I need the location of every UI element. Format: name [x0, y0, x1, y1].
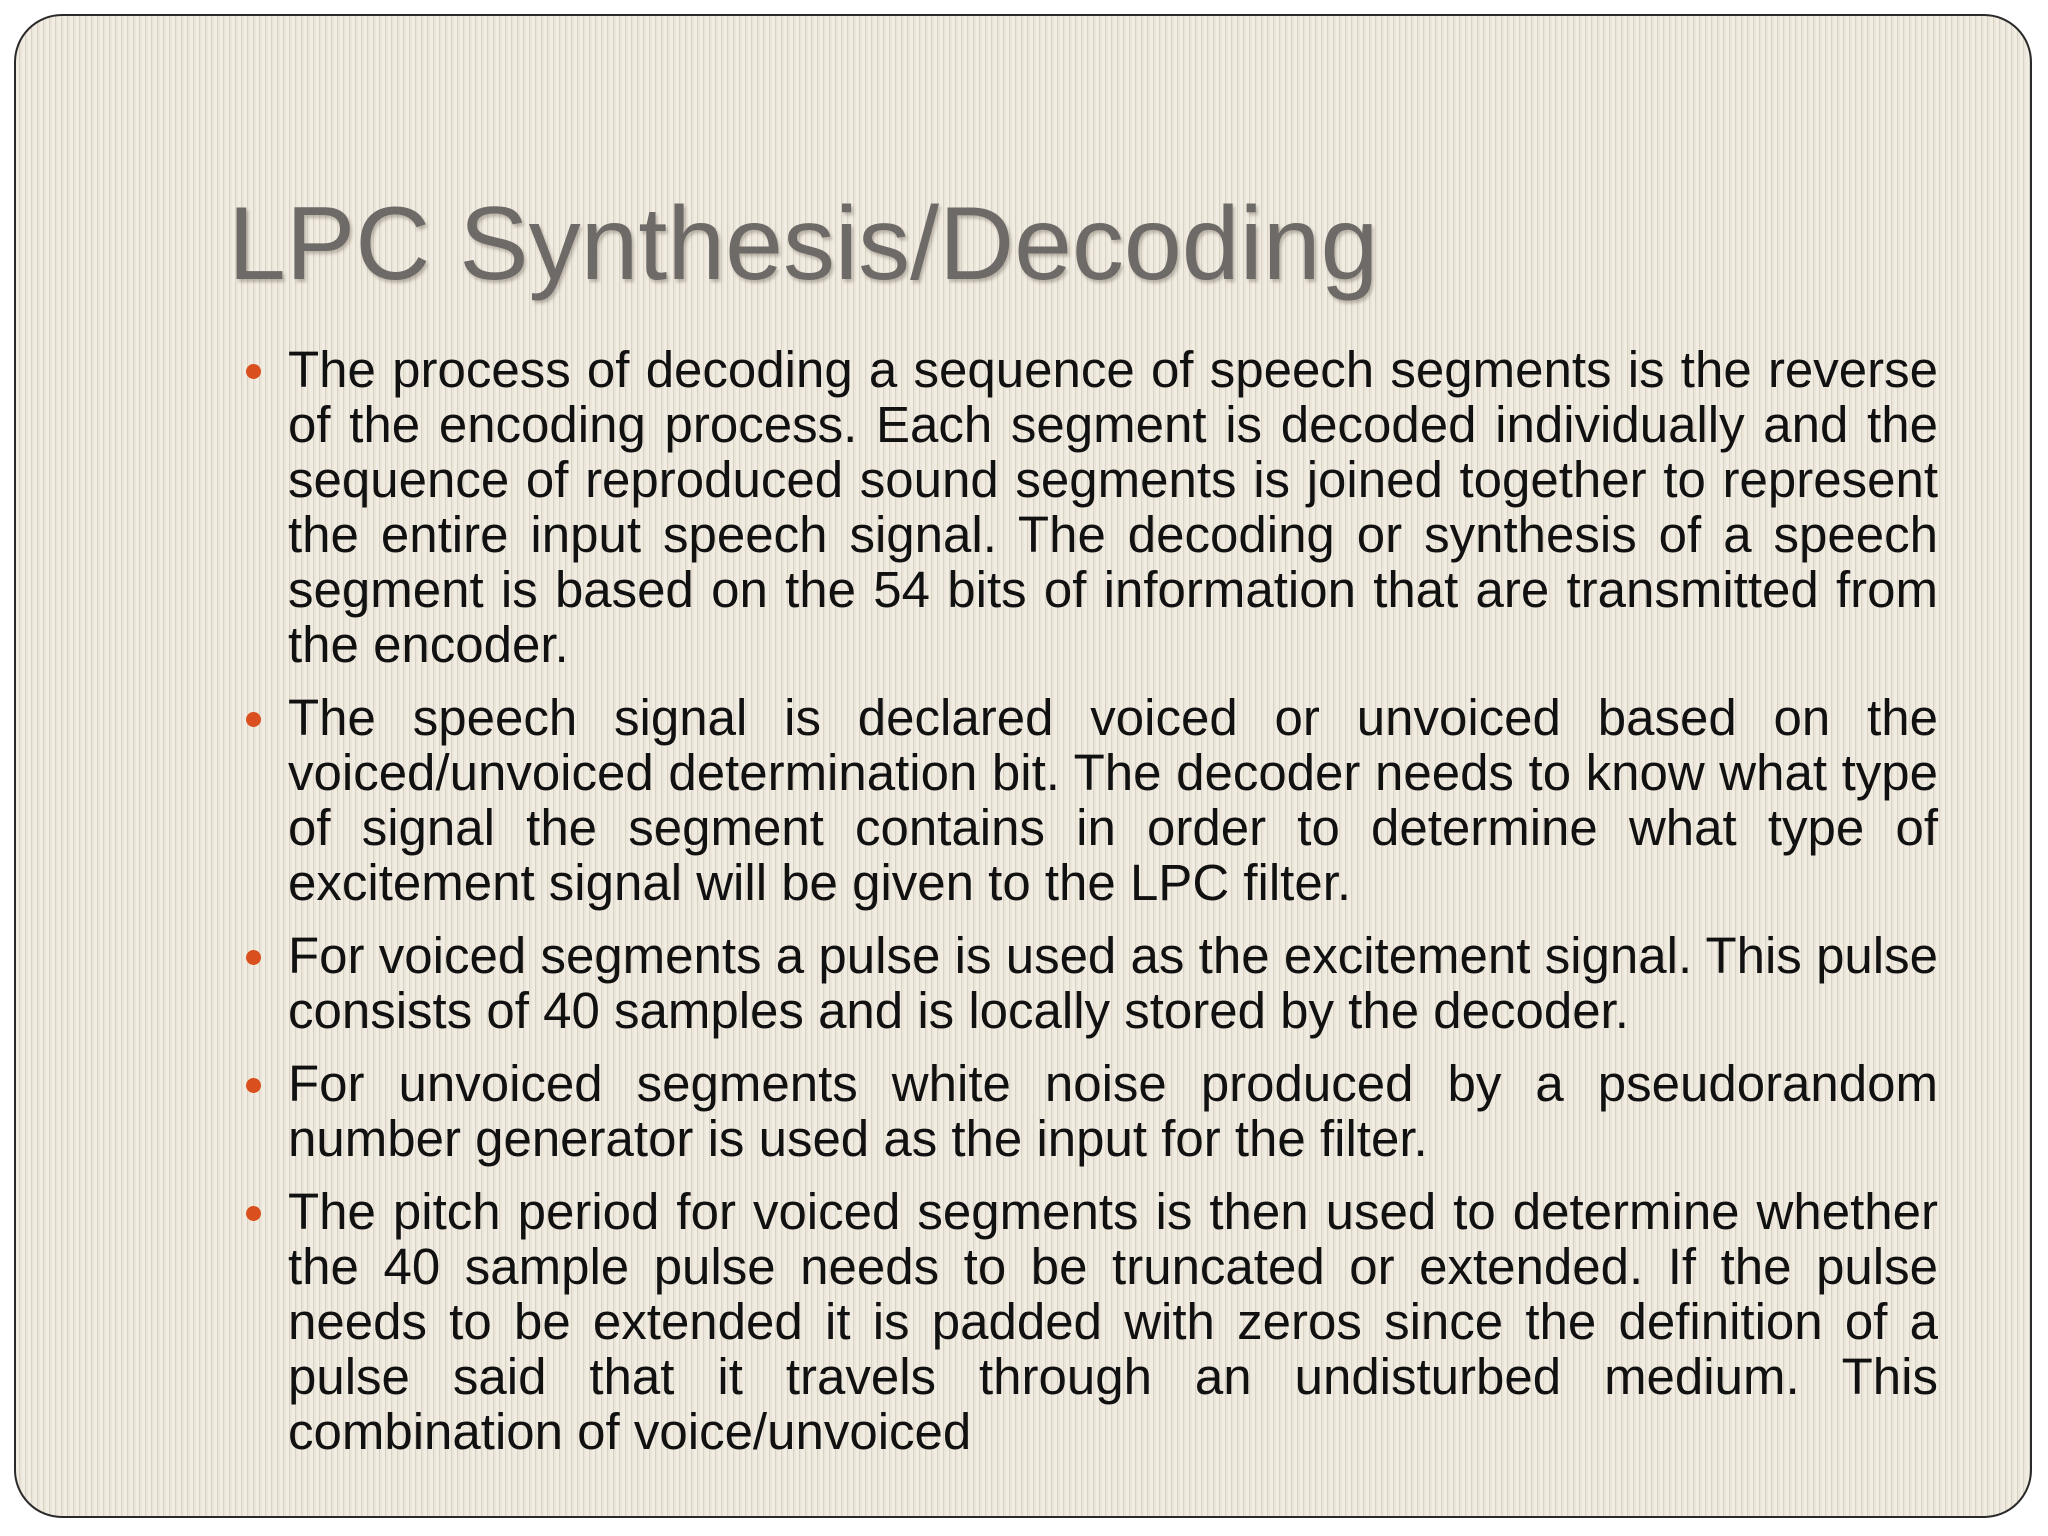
slide-title: LPC Synthesis/Decoding — [228, 186, 1379, 302]
bullet-text: The speech signal is declared voiced or unvoiced based on the voiced/unvoiced determination bit. The decoder needs to know what type of signal the segment contains in order to determine what type of excitement signal will be given to the LPC filter. — [288, 689, 1938, 911]
bullet-dot-icon — [246, 712, 261, 727]
bullet-text: For unvoiced segments white noise produced by a pseudorandom number generator is used as the input for the filter. — [288, 1055, 1938, 1167]
bullet-dot-icon — [246, 364, 261, 379]
bullet-dot-icon — [246, 1078, 261, 1093]
bullet-item — [234, 690, 1938, 910]
bullet-dot-icon — [246, 1206, 261, 1221]
bullet-dot-icon — [246, 950, 261, 965]
bullet-list — [234, 342, 1938, 1477]
bullet-text: The process of decoding a sequence of speech segments is the reverse of the encoding process. Each segment is decoded individually and the sequence of reproduced sound segments is joined together to represent the entire input speech signal. The decoding or synthesis of a speech segment is based on the 54 bits of information that are transmitted from the encoder. — [288, 341, 1938, 673]
bullet-text: For voiced segments a pulse is used as the excitement signal. This pulse consists of 40 samples and is locally stored by the decoder. — [288, 927, 1938, 1039]
bullet-text: The pitch period for voiced segments is then used to determine whether the 40 sample pulse needs to be truncated or extended. If the pulse needs to be extended it is padded with zeros since the definition of a pulse said that it travels through an undisturbed medium. This combination of voice/unvoiced — [288, 1183, 1938, 1460]
slide-frame — [14, 14, 2032, 1518]
bullet-item — [234, 928, 1938, 1038]
bullet-item — [234, 1056, 1938, 1166]
bullet-item — [234, 342, 1938, 672]
bullet-item — [234, 1184, 1938, 1459]
